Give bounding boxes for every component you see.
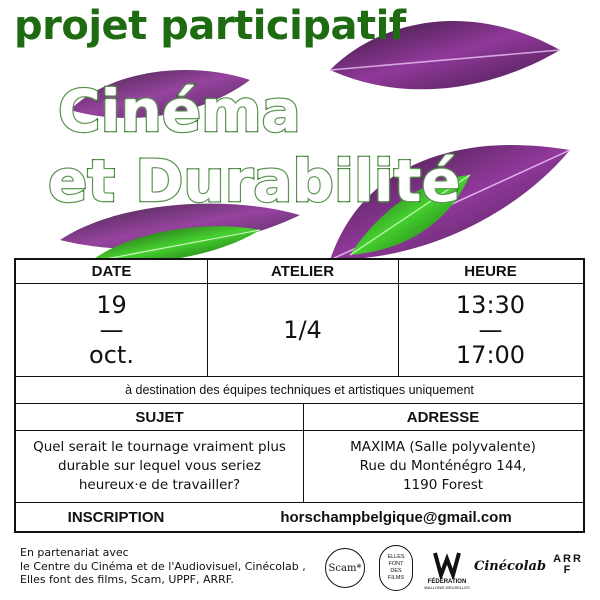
partners-line-3: Elles font des films, Scam, UPPF, ARRF. bbox=[20, 573, 234, 586]
headline-line-1: Cinéma bbox=[58, 77, 301, 145]
sujet-header: SUJET bbox=[135, 408, 184, 426]
heure-end: 17:00 bbox=[455, 341, 526, 369]
elles-font-des-films-logo: ELLES FONT DES FILMS bbox=[379, 545, 413, 591]
inscription-row bbox=[16, 503, 583, 531]
adresse-line-1: MAXIMA (Salle polyvalente) bbox=[350, 439, 536, 455]
partners-text bbox=[20, 546, 320, 587]
date-day: 19 bbox=[96, 291, 127, 319]
sujet-line-1: Quel serait le tournage vraiment plus bbox=[33, 439, 286, 455]
fwb-sublabel: WALLONIE-BRUXELLES bbox=[424, 584, 470, 590]
date-month: oct. bbox=[89, 341, 134, 369]
adresse-text bbox=[303, 431, 583, 502]
cinecolab-logo: Cinécolab bbox=[473, 558, 547, 574]
partners-line-2: le Centre du Cinéma et de l'Audiovisuel, Cinécolab , bbox=[20, 559, 306, 573]
info-table bbox=[14, 258, 585, 533]
kicker-title: projet participatif bbox=[14, 3, 406, 49]
table-header-row bbox=[16, 260, 583, 284]
audience-text: à destination des équipes techniques et artistiques uniquement bbox=[125, 383, 474, 397]
scam-logo: Scam* bbox=[325, 548, 365, 588]
heure-cell bbox=[398, 284, 583, 376]
partner-logos bbox=[325, 540, 595, 596]
sujet-adresse-header-row bbox=[16, 404, 583, 431]
partners-line-1: En partenariat avec bbox=[20, 546, 129, 559]
inscription-email[interactable]: horschampbelgique@gmail.com bbox=[280, 508, 512, 526]
inscription-label: INSCRIPTION bbox=[67, 508, 165, 526]
heure-start: 13:30 bbox=[455, 291, 526, 319]
arrf-logo: ARRF bbox=[553, 553, 583, 576]
date-separator: — bbox=[99, 316, 124, 344]
adresse-line-3: 1190 Forest bbox=[402, 477, 484, 493]
adresse-header: ADRESSE bbox=[406, 408, 480, 426]
headline-line-2: et Durabilité bbox=[48, 147, 461, 215]
heure-separator: — bbox=[478, 316, 503, 344]
fwb-label: FÉDÉRATION bbox=[427, 578, 467, 585]
fwb-mark-icon bbox=[432, 549, 462, 579]
date-header: DATE bbox=[91, 263, 132, 280]
atelier-header: ATELIER bbox=[270, 263, 335, 280]
adresse-line-2: Rue du Monténégro 144, bbox=[359, 458, 527, 474]
sujet-line-2: durable sur lequel vous seriez bbox=[58, 458, 261, 474]
date-cell bbox=[16, 284, 207, 376]
sujet-text bbox=[16, 431, 303, 502]
audience-row bbox=[16, 377, 583, 404]
table-values-row bbox=[16, 284, 583, 377]
atelier-value: 1/4 bbox=[283, 316, 322, 344]
heure-header: HEURE bbox=[464, 263, 517, 280]
sujet-line-3: heureux·e de travailler? bbox=[78, 477, 241, 493]
sujet-adresse-row bbox=[16, 431, 583, 503]
fwb-logo bbox=[423, 542, 471, 596]
